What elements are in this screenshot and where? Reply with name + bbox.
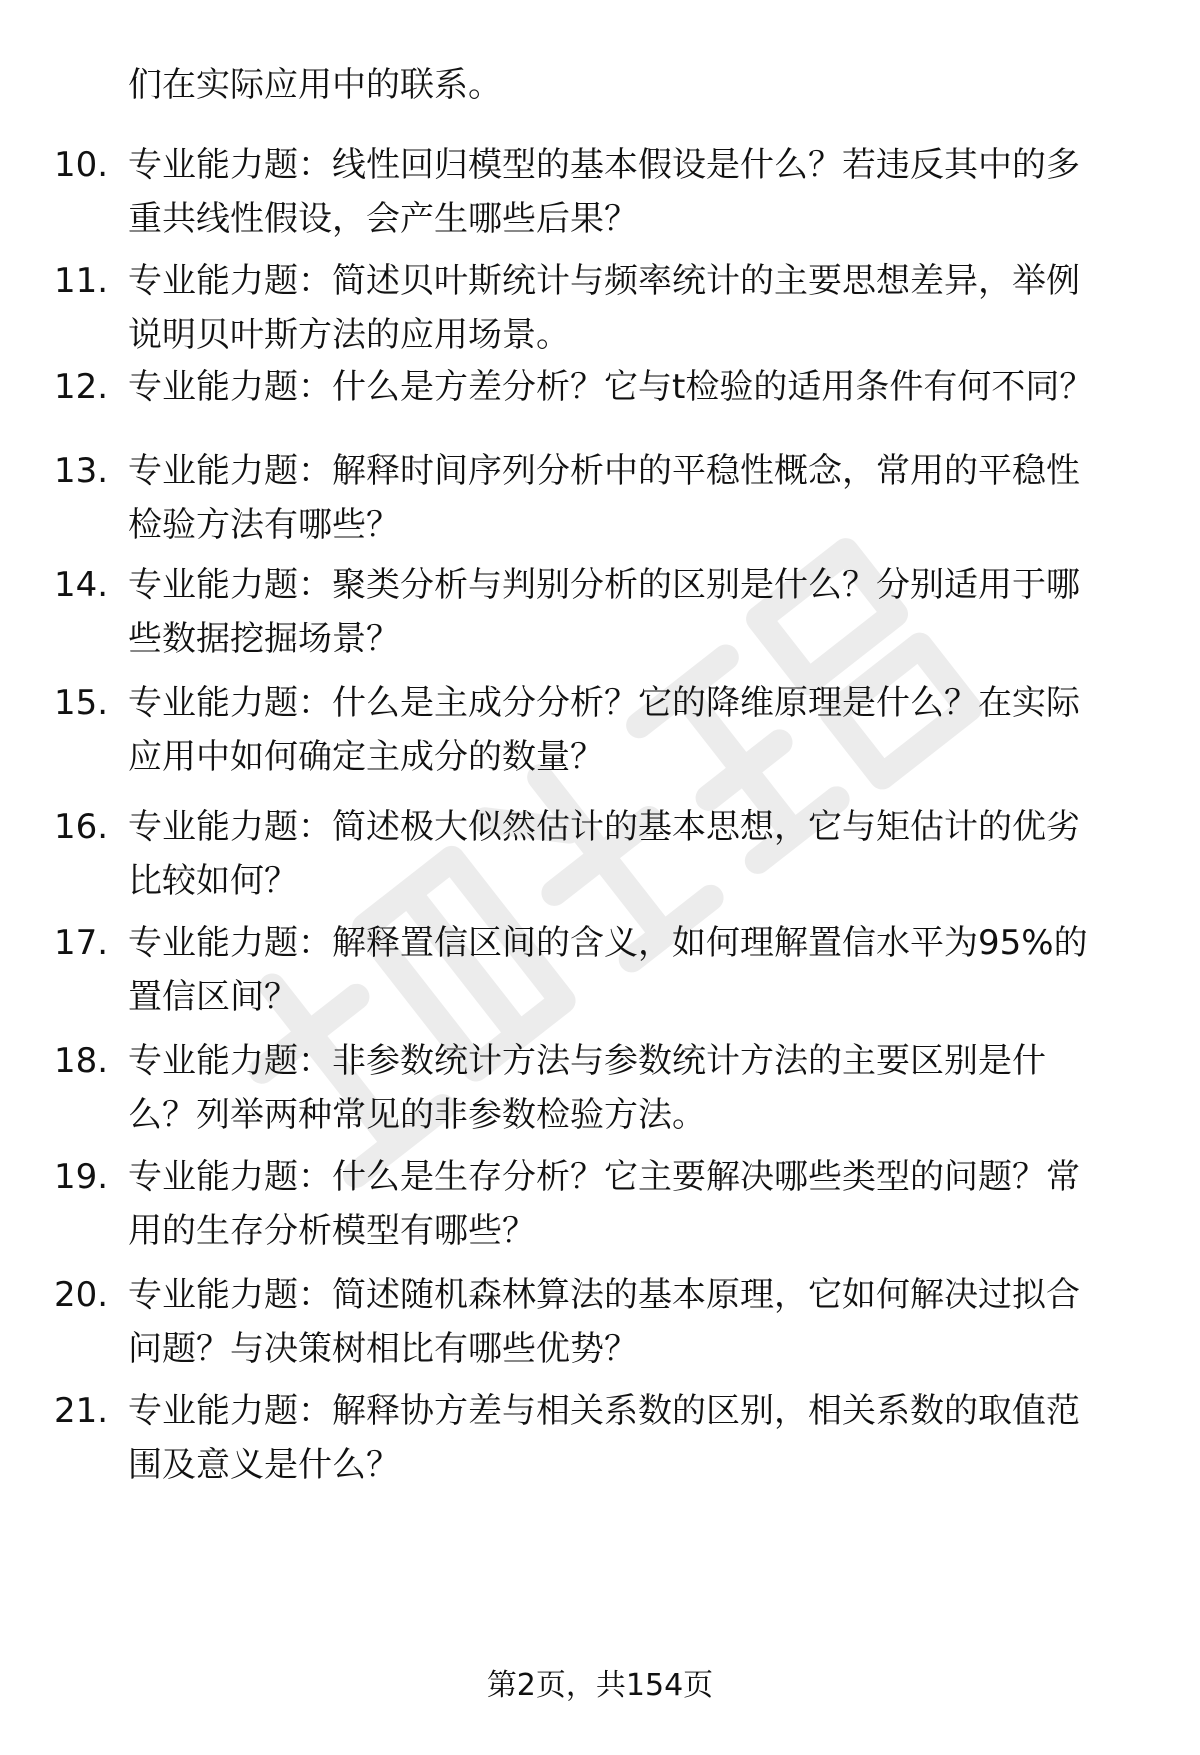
list-item-line: 专业能力题：简述贝叶斯统计与频率统计的主要思想差异，举例 — [128, 261, 1080, 301]
list-item-number: 10. — [54, 145, 109, 185]
list-item-text — [128, 1034, 1138, 1142]
list-item-text — [128, 916, 1138, 1024]
list-item-line: 专业能力题：简述随机森林算法的基本原理，它如何解决过拟合 — [128, 1275, 1080, 1315]
list-item-number: 21. — [54, 1391, 109, 1431]
list-item-line: 置信区间？ — [128, 977, 298, 1017]
list-item-line: 专业能力题：线性回归模型的基本假设是什么？若违反其中的多 — [128, 145, 1080, 185]
list-item-line: 围及意义是什么？ — [128, 1445, 400, 1485]
list-item-text — [128, 676, 1138, 784]
list-item-line: 专业能力题：聚类分析与判别分析的区别是什么？分别适用于哪 — [128, 565, 1080, 605]
list-item — [0, 800, 1200, 908]
list-item-line: 么？列举两种常见的非参数检验方法。 — [128, 1095, 706, 1135]
list-item-line: 检验方法有哪些？ — [128, 505, 400, 545]
list-item — [0, 1268, 1200, 1376]
list-item-line: 比较如何？ — [128, 861, 298, 901]
page-number-footer: 第2页，共154页 — [486, 1668, 714, 1703]
list-item-line: 专业能力题：非参数统计方法与参数统计方法的主要区别是什 — [128, 1041, 1046, 1081]
list-item-line: 专业能力题：解释置信区间的含义，如何理解置信水平为95%的 — [128, 923, 1088, 963]
list-item-line: 专业能力题：什么是主成分分析？它的降维原理是什么？在实际 — [128, 683, 1080, 723]
list-item-line: 专业能力题：解释协方差与相关系数的区别，相关系数的取值范 — [128, 1391, 1080, 1431]
list-item-text — [128, 138, 1138, 246]
list-item-line: 专业能力题：什么是方差分析？它与t检验的适用条件有何不同？ — [128, 367, 1094, 407]
list-item — [0, 254, 1200, 362]
list-item-number: 11. — [54, 261, 109, 301]
list-item-number: 17. — [54, 923, 109, 963]
continuation-text: 们在实际应用中的联系。 — [128, 65, 502, 105]
list-item — [0, 558, 1200, 666]
list-item-number: 14. — [54, 565, 109, 605]
list-item-line: 说明贝叶斯方法的应用场景。 — [128, 315, 570, 355]
list-item-text — [128, 254, 1138, 362]
list-item — [0, 916, 1200, 1024]
list-item-number: 19. — [54, 1157, 109, 1197]
list-item-text — [128, 800, 1138, 908]
list-item-line: 专业能力题：解释时间序列分析中的平稳性概念，常用的平稳性 — [128, 451, 1080, 491]
list-item-line: 专业能力题：什么是生存分析？它主要解决哪些类型的问题？常 — [128, 1157, 1080, 1197]
list-item-number: 15. — [54, 683, 109, 723]
list-item-text — [128, 1384, 1138, 1492]
list-item-number: 12. — [54, 367, 109, 407]
list-item — [0, 676, 1200, 784]
list-item-number: 20. — [54, 1275, 109, 1315]
list-item-text — [128, 444, 1138, 552]
list-item-text — [128, 1268, 1138, 1376]
list-item-line: 用的生存分析模型有哪些？ — [128, 1211, 536, 1251]
list-item — [0, 444, 1200, 552]
list-item-line: 应用中如何确定主成分的数量？ — [128, 737, 604, 777]
list-item-number: 18. — [54, 1041, 109, 1081]
list-item-text — [128, 558, 1138, 666]
list-item-line: 些数据挖掘场景？ — [128, 619, 400, 659]
list-item-number: 13. — [54, 451, 109, 491]
list-item — [0, 1384, 1200, 1492]
list-item-number: 16. — [54, 807, 109, 847]
list-item — [0, 1150, 1200, 1258]
list-item-line: 专业能力题：简述极大似然估计的基本思想，它与矩估计的优劣 — [128, 807, 1080, 847]
list-item-text — [128, 1150, 1138, 1258]
list-item — [0, 138, 1200, 246]
list-item — [0, 1034, 1200, 1142]
list-item-line: 重共线性假设，会产生哪些后果？ — [128, 199, 638, 239]
list-item-line: 问题？与决策树相比有哪些优势？ — [128, 1329, 638, 1369]
list-item-text — [128, 360, 1138, 414]
